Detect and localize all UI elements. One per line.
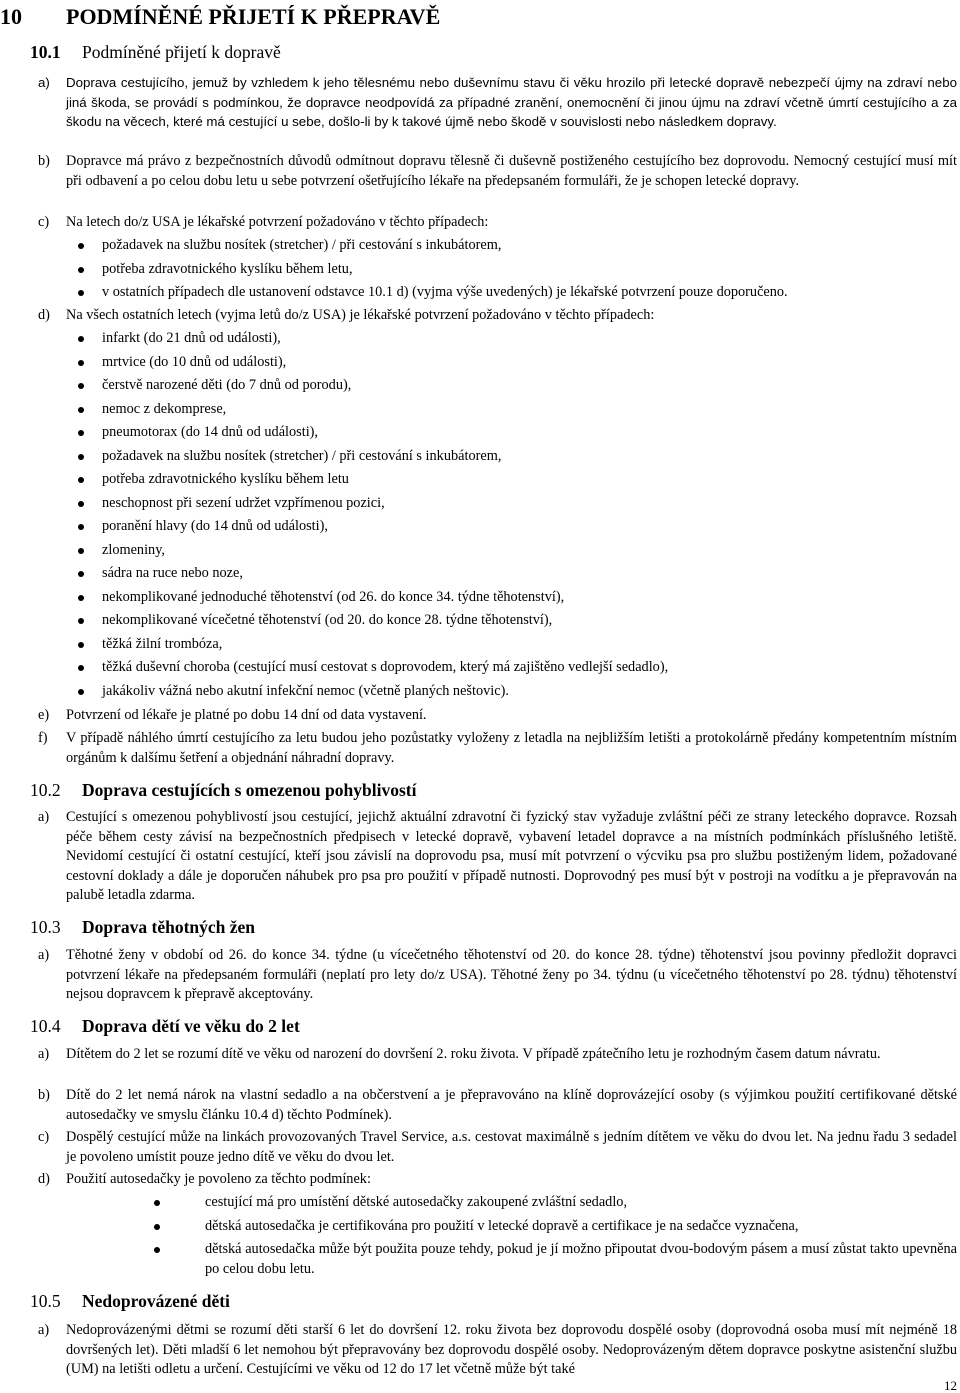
para-text: V případě náhlého úmrtí cestujícího za letu budou jeho pozůstatky vyloženy z letadla na nejbližším letišti a protokolárně předány kompetentním místním orgánům k dalšímu šetření a objednání náhradní dopravy.: [66, 730, 957, 766]
para-text: Doprava cestujícího, jemuž by vzhledem k jeho tělesnému nebo duševnímu stavu či věku hrozilo při letecké dopravě nebezpečí újmy na zdraví nebo jiná škoda, se provádí s podmínkou, že dopravce neodpovídá za případné zranění, onemocnění či jinou újmu na zdraví včetně úmrtí cestujícího a za škodu na věcech, které má cestující u sebe, došlo-li by k takové újmě nebo škodě v souvislosti nebo následkem dopravy.: [66, 75, 957, 129]
para-label: a): [38, 1046, 50, 1062]
section-title: Podmíněné přijetí k dopravě: [82, 42, 281, 62]
bullet-icon: [78, 430, 84, 436]
para-text: Nedoprovázenými dětmi se rozumí děti starší 6 let do dovršení 12. roku života bez doprovodu dospělé osoby (doprovodná osoba musí mít nejméně 18 dovršených let). Děti mladší 6 let nemohou být přepravovány bez doprovodu dospělé osoby. Nedoprovázeným dětem dopravce poskytne asistenční službu (UM) na letišti odletu a určení. Cestujícími ve věku od 12 do 17 let včetně může být také: [66, 1322, 957, 1377]
para-label: a): [38, 947, 50, 963]
bullet-icon: [78, 595, 84, 601]
para-label: a): [38, 809, 50, 825]
list-10-1-c: [78, 236, 948, 307]
list-10-4-d: [154, 1193, 957, 1285]
section-10-3-heading: [30, 916, 255, 938]
para-label: e): [38, 707, 50, 723]
para-text: Dopravce má právo z bezpečnostních důvodů odmítnout dopravu tělesně či duševně postiženého cestujícího bez doprovodu. Nemocný cestující musí mít při odbavení a po celou dobu letu u sebe potvrzení ošetřujícího lékaře na předepsaném formuláři, že je schopen letecké dopravy.: [66, 153, 957, 189]
bullet-icon: [78, 336, 84, 342]
section-title: Doprava dětí ve věku do 2 let: [82, 1016, 300, 1036]
para-label: c): [38, 214, 50, 230]
bullet-icon: [78, 454, 84, 460]
list-item: požadavek na službu nosítek (stretcher) / při cestování s inkubátorem,: [78, 447, 948, 471]
chapter-title: PODMÍNĚNÉ PŘIJETÍ K PŘEPRAVĚ: [66, 4, 441, 29]
bullet-icon: [78, 618, 84, 624]
list-item: čerstvě narozené děti (do 7 dnů od porodu),: [78, 376, 948, 400]
list-item: dětská autosedačka může být použita pouze tehdy, pokud je jí možno připoutat dvou-bodovým pásem a musí zůstat takto upevněna po celou dobu letu.: [154, 1240, 957, 1285]
bullet-icon: [154, 1247, 160, 1253]
para-text: Dítětem do 2 let se rozumí dítě ve věku od narození do dovršení 2. roku života. V případě zpátečního letu je rozhodným časem datum návratu.: [66, 1046, 881, 1062]
bullet-icon: [78, 407, 84, 413]
bullet-icon: [78, 524, 84, 530]
para-text: Potvrzení od lékaře je platné po dobu 14 dní od data vystavení.: [66, 707, 427, 723]
bullet-icon: [78, 360, 84, 366]
para-label: a): [38, 75, 50, 90]
para-10-4-a: [38, 1045, 957, 1065]
list-item: potřeba zdravotnického kyslíku během letu: [78, 470, 948, 494]
section-number: 10.1: [30, 42, 61, 62]
bullet-icon: [78, 642, 84, 648]
para-label: c): [38, 1129, 50, 1145]
list-item: nemoc z dekomprese,: [78, 400, 948, 424]
list-item: cestující má pro umístění dětské autosedačky zakoupené zvláštní sedadlo,: [154, 1193, 957, 1217]
list-item: zlomeniny,: [78, 541, 948, 565]
para-10-4-b: [38, 1086, 957, 1125]
bullet-icon: [78, 290, 84, 296]
list-item: sádra na ruce nebo noze,: [78, 564, 948, 588]
para-10-4-d: [38, 1170, 957, 1190]
section-number: 10.3: [30, 917, 61, 937]
section-10-5-heading: [30, 1290, 230, 1312]
bullet-icon: [78, 243, 84, 249]
para-label: b): [38, 153, 50, 169]
chapter-number: 10: [0, 4, 22, 29]
para-label: f): [38, 730, 48, 746]
para-text: Použití autosedačky je povoleno za těchto podmínek:: [66, 1171, 371, 1187]
para-label: d): [38, 1171, 50, 1187]
chapter-heading: [0, 4, 440, 30]
para-10-1-f: [38, 729, 957, 768]
list-item: jakákoliv vážná nebo akutní infekční nemoc (včetně planých neštovic).: [78, 682, 948, 706]
para-10-1-c: [38, 213, 957, 233]
bullet-icon: [154, 1224, 160, 1230]
bullet-icon: [78, 383, 84, 389]
bullet-icon: [78, 665, 84, 671]
list-item: nekomplikované vícečetné těhotenství (od 20. do konce 28. týdne těhotenství),: [78, 611, 948, 635]
para-text: Na všech ostatních letech (vyjma letů do/z USA) je lékařské potvrzení požadováno v těchto případech:: [66, 307, 655, 323]
para-text: Dítě do 2 let nemá nárok na vlastní sedadlo a na občerstvení a je přepravováno na klíně doprovázející osoby (s výjimkou použití certifikované dětské autosedačky ve smyslu článku 10.4 d) těchto Podmínek).: [66, 1087, 957, 1123]
list-item: infarkt (do 21 dnů od události),: [78, 329, 948, 353]
bullet-icon: [78, 689, 84, 695]
section-10-2-heading: [30, 779, 416, 801]
para-text: Dospělý cestující může na linkách provozovaných Travel Service, a.s. cestovat maximálně s jedním dítětem ve věku do dvou let. Na jednu řadu 3 sedadel je povoleno umístit pouze jedno dítě ve věku do dvou let.: [66, 1129, 957, 1165]
bullet-icon: [78, 267, 84, 273]
para-text: Na letech do/z USA je lékařské potvrzení požadováno v těchto případech:: [66, 214, 489, 230]
list-item: těžká duševní choroba (cestující musí cestovat s doprovodem, který má zajištěno vedlejší sedadlo),: [78, 658, 948, 682]
section-10-1-heading: [30, 41, 281, 63]
section-title: Doprava těhotných žen: [82, 917, 256, 937]
para-label: d): [38, 307, 50, 323]
para-label: a): [38, 1322, 50, 1338]
list-item: těžká žilní trombóza,: [78, 635, 948, 659]
para-label: b): [38, 1087, 50, 1103]
list-item: mrtvice (do 10 dnů od události),: [78, 353, 948, 377]
bullet-icon: [154, 1200, 160, 1206]
list-item: pneumotorax (do 14 dnů od události),: [78, 423, 948, 447]
list-item: potřeba zdravotnického kyslíku během letu,: [78, 260, 948, 284]
list-item: nekomplikované jednoduché těhotenství (od 26. do konce 34. týdne těhotenství),: [78, 588, 948, 612]
para-10-2-a: [38, 808, 957, 906]
section-title: Doprava cestujících s omezenou pohyblivostí: [82, 780, 417, 800]
para-text: Cestující s omezenou pohyblivostí jsou cestující, jejichž aktuální zdravotní či fyzický stav vyžaduje zvláštní péči ze strany leteckého dopravce. Rozsah péče během cesty závisí na bezpečnostních předpisech v letecké dopravě, vybavení letadel dopravce a na místních podmínkách příslušného letiště. Nevidomí cestující či ostatní cestující, kteří jsou závislí na doprovodu psa, musí mít potvrzení o výcviku psa pro službu postiženým lidem, požadované cestovní doklady a dále je doporučen náhubek pro psa pro použití v případě nutnosti. Doprovodný pes musí být v postroji na vodítku a je přepravován na palubě letadla zdarma.: [66, 809, 957, 903]
list-item: poranění hlavy (do 14 dnů od události),: [78, 517, 948, 541]
bullet-icon: [78, 548, 84, 554]
para-10-1-d: [38, 306, 957, 326]
section-title: Nedoprovázené děti: [82, 1291, 230, 1311]
para-10-4-c: [38, 1128, 957, 1167]
section-number: 10.5: [30, 1291, 61, 1311]
list-item: neschopnost při sezení udržet vzpřímenou pozici,: [78, 494, 948, 518]
para-10-3-a: [38, 946, 957, 1005]
para-text: Těhotné ženy v období od 26. do konce 34. týdne (u vícečetného těhotenství od 20. do konce 28. týdne) těhotenství jsou povinny předložit dopravci potvrzení lékaře na předepsaném formuláři (neplatí pro lety do/z USA). Těhotné ženy po 34. týdnu (u vícečetného těhotenství po 28. týdnu) těhotenství nejsou dopravcem k přepravě akceptovány.: [66, 947, 957, 1002]
list-item: dětská autosedačka je certifikována pro použití v letecké dopravě a certifikace je na sedačce vyznačena,: [154, 1217, 957, 1241]
para-10-1-a: [38, 73, 957, 132]
section-10-4-heading: [30, 1015, 300, 1037]
section-number: 10.4: [30, 1016, 61, 1036]
page-number: 12: [944, 1378, 957, 1393]
section-number: 10.2: [30, 780, 61, 800]
bullet-icon: [78, 571, 84, 577]
bullet-icon: [78, 477, 84, 483]
bullet-icon: [78, 501, 84, 507]
list-item: v ostatních případech dle ustanovení odstavce 10.1 d) (vyjma výše uvedených) je lékařské potvrzení pouze doporučeno.: [78, 283, 948, 307]
para-10-1-b: [38, 152, 957, 191]
para-10-1-e: [38, 706, 957, 726]
list-10-1-d: [78, 329, 948, 705]
para-10-5-a: [38, 1321, 957, 1380]
list-item: požadavek na službu nosítek (stretcher) / při cestování s inkubátorem,: [78, 236, 948, 260]
